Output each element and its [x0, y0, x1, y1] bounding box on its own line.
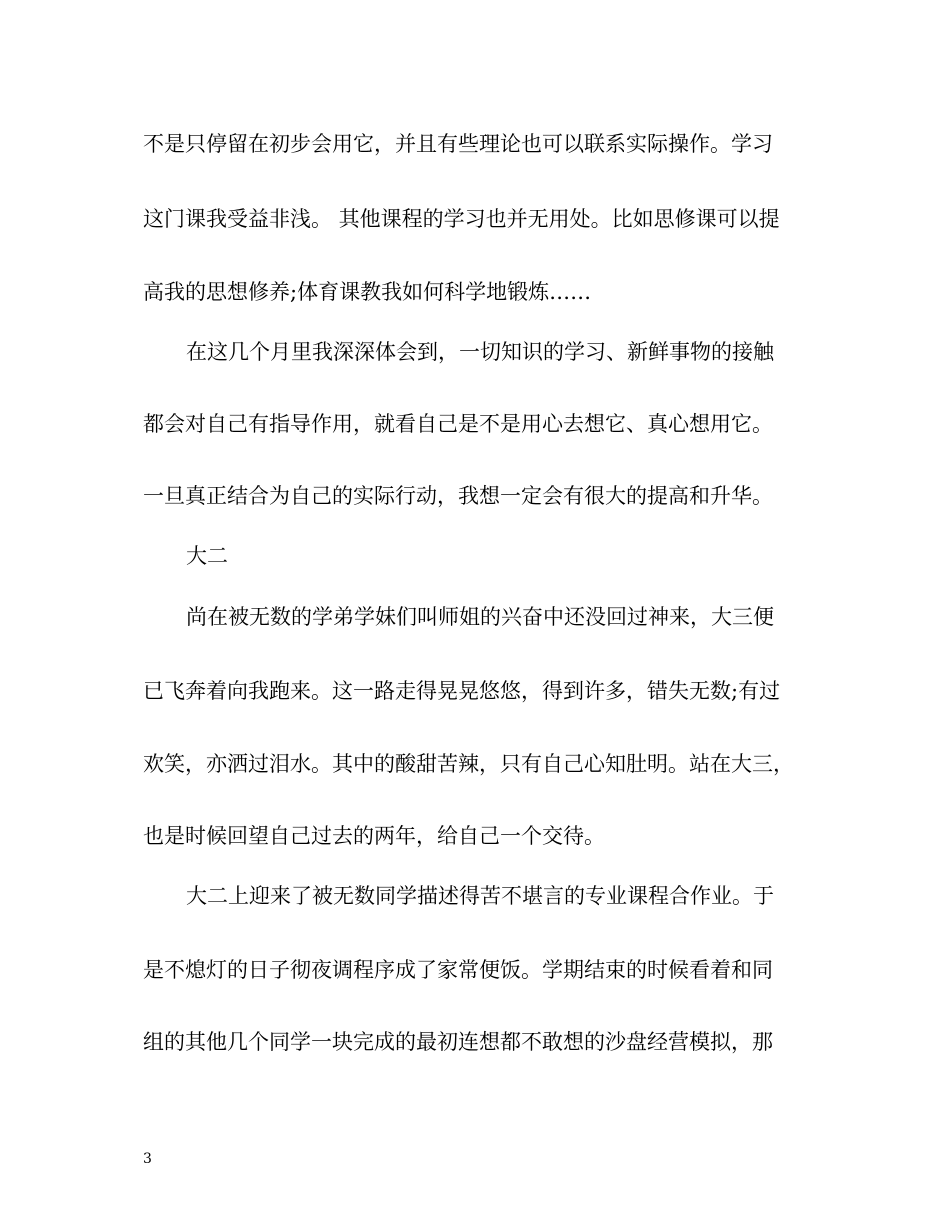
- text-line: 已飞奔着向我跑来。这一路走得晃晃悠悠，得到许多，错失无数;有过: [143, 679, 781, 703]
- text-line: 不是只停留在初步会用它，并且有些理论也可以联系实际操作。学习: [143, 132, 773, 156]
- text-line: 欢笑，亦洒过泪水。其中的酸甜苦辣，只有自己心知肚明。站在大三，: [143, 752, 794, 776]
- text-line: 这门课我受益非浅。 其他课程的学习也并无用处。比如思修课可以提: [143, 207, 780, 231]
- section-heading: 大二: [186, 544, 228, 568]
- text-line: 也是时候回望自己过去的两年，给自己一个交待。: [143, 824, 605, 848]
- text-line: 组的其他几个同学一块完成的最初连想都不敢想的沙盘经营模拟，那: [143, 1030, 773, 1054]
- page-number: 3: [143, 1151, 152, 1167]
- text-line: 尚在被无数的学弟学妹们叫师姐的兴奋中还没回过神来，大三便: [186, 605, 774, 629]
- text-line: 高我的思想修养;体育课教我如何科学地锻炼……: [143, 280, 592, 304]
- text-line: 都会对自己有指导作用，就看自己是不是用心去想它、真心想用它。: [143, 412, 773, 436]
- text-line: 一旦真正结合为自己的实际行动，我想一定会有很大的提高和升华。: [143, 484, 773, 508]
- text-line: 大二上迎来了被无数同学描述得苦不堪言的专业课程合作业。于: [186, 884, 774, 908]
- text-line: 在这几个月里我深深体会到，一切知识的学习、新鲜事物的接触: [186, 340, 774, 364]
- text-line: 是不熄灯的日子彻夜调程序成了家常便饭。学期结束的时候看着和同: [143, 958, 773, 982]
